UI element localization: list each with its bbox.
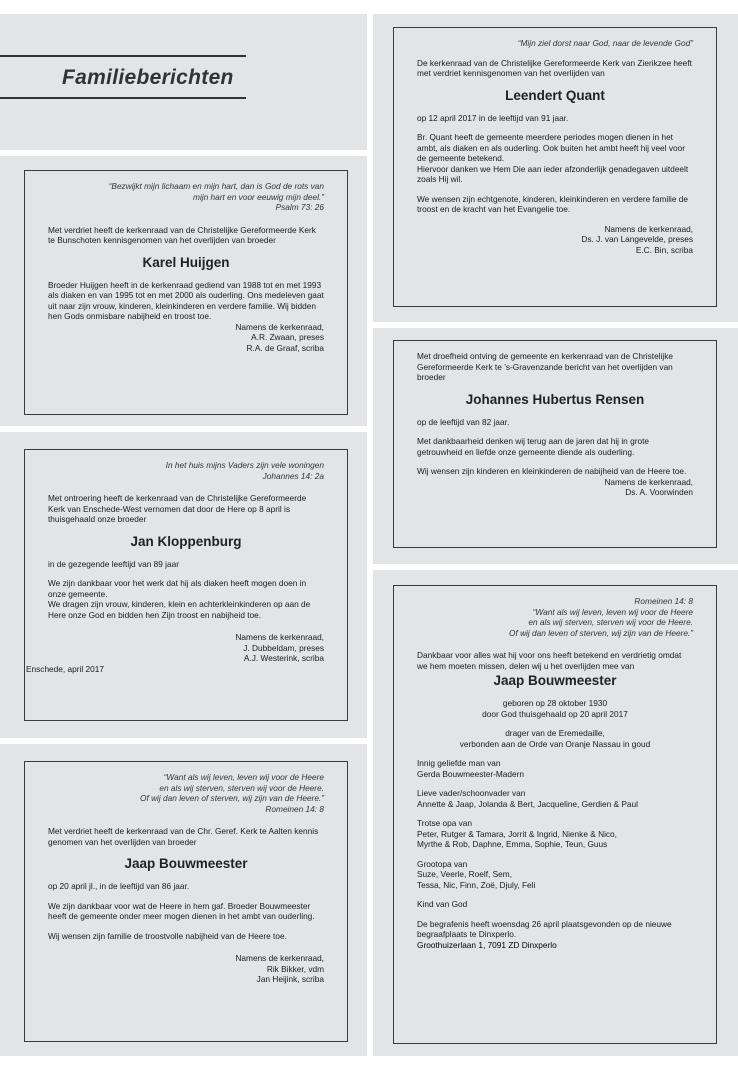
honors: drager van de Eremedaille, verbonden aan de Orde van Oranje Nassau in goud [459,728,651,749]
funeral-info: De begrafenis heeft woensdag 26 april plaatsgevonden op de nieuwe begraafplaats te Dinxperlo. [417,918,672,939]
notice-intro: Met ontroering heeft de kerkenraad van de Christelijke Gereformeerde Kerk van Enschede-West vernomen dat door de Here op 8 april is thuisgehaald onze broeder [48,493,307,524]
notice-body-2: We dragen zijn vrouw, kinderen, klein en achterkleinkinderen op aan de Here onze God en bidden hen Zijn troost en nabijheid toe. [48,599,311,620]
notice-quote: “Mijn ziel dorst naar God, naar de levende God” [517,38,693,48]
notice-signature: Namens de kerkenraad, Ds. A. Voorwinden [604,476,693,497]
notice-signature: Namens de kerkenraad, A.R. Zwaan, preses R.A. de Graaf, scriba [235,321,324,353]
notice-jaap-bouwmeester-family [393,585,717,1044]
family-spouse: Innig geliefde man van Gerda Bouwmeester-Madern [417,758,524,779]
notice-jan-kloppenburg [24,449,348,721]
notice-quote: Romeinen 14: 8 “Want als wij leven, leven wij voor de Heere en als wij sterven, sterven wij voor de Heere. Of wij dan leven of sterven, wij zijn van de Heere.” [509,596,693,638]
notice-intro: Dankbaar voor alles wat hij voor ons heeft betekend en verdrietig omdat we hem moeten missen, delen wij u het overlijden mee van [417,650,682,671]
deceased-name: Leendert Quant [505,87,605,103]
deceased-name: Jan Kloppenburg [130,533,242,549]
family-child-of-god: Kind van God [417,899,468,909]
family-great-grandchildren: Grootopa van Suze, Veerle, Roelf, Sem, Tessa, Nic, Finn, Zoë, Djuly, Feli [417,858,536,890]
notice-place-date: Enschede, april 2017 [26,663,104,674]
notice-signature: Namens de kerkenraad, Rik Bikker, vdm Jan Heijink, scriba [235,953,324,984]
title-rule-bottom [0,97,246,99]
title-rule-top [0,55,246,57]
family-children: Lieve vader/schoonvader van Annette & Jaap, Jolanda & Bert, Jacqueline, Gerdien & Paul [417,788,638,809]
birth-death-dates: geboren op 28 oktober 1930 door God thuisgehaald op 20 april 2017 [482,698,628,719]
notice-age: op de leeftijd van 82 jaar. [417,416,510,427]
notice-karel-huijgen [24,170,348,415]
notice-leendert-quant [393,27,717,307]
notice-age: in de gezegende leeftijd van 89 jaar [48,558,180,569]
notice-jaap-bouwmeester-aalten [24,761,348,1042]
notice-age: op 20 april jl., in de leeftijd van 86 jaar. [48,881,190,891]
family-grandchildren: Trotse opa van Peter, Rutger & Tamara, Jorrit & Ingrid, Nienke & Nico, Myrthe & Rob, Daphne, Emma, Sophie, Teun, Guus [417,818,617,849]
deceased-name: Johannes Hubertus Rensen [465,391,645,407]
notice-intro: De kerkenraad van de Christelijke Gereformeerde Kerk van Zierikzee heeft met verdriet kennisgenomen van het overlijden van [417,57,692,78]
notice-signature: Namens de kerkenraad, J. Dubbeldam, preses A.J. Westerink, scriba [235,632,324,663]
notice-body-3: We wensen zijn echtgenote, kinderen, kleinkinderen en verdere familie de troost en de kracht van het Evangelie toe. [417,193,689,214]
notice-body: Broeder Huijgen heeft in de kerkenraad gediend van 1988 tot en met 1993 als diaken en van 1995 tot en met 2000 als ouderling. Ons medeleven gaat uit naar zijn vrouw, kinderen, kleinkinderen en verdere familie. Wij bidden hen Gods onmisbare nabijheid en troost toe. [48,279,324,321]
notice-quote: “Want als wij leven, leven wij voor de Heere en als wij sterven, sterven wij voor de Heere. Of wij dan leven of sterven, wij zijn van de Heere.” Romeinen 14: 8 [140,772,324,814]
notice-body-2: Wij wensen zijn familie de troostvolle nabijheid van de Heere toe. [48,930,287,941]
notice-body-2: Wij wensen zijn kinderen en kleinkinderen de nabijheid van de Heere toe. [417,466,687,476]
address: Groothuizerlaan 1, 7091 ZD Dinxperlo [417,939,557,950]
notice-age: op 12 april 2017 in de leeftijd van 91 jaar. [417,112,569,123]
notice-body: We zijn dankbaar voor het werk dat hij als diaken heeft mogen doen in onze gemeente. [48,578,307,599]
notice-intro: Met verdriet heeft de kerkenraad van de Chr. Geref. Kerk te Aalten kennis genomen van het overlijden van broeder [48,826,319,847]
notice-body: Met dankbaarheid denken wij terug aan de jaren dat hij in grote getrouwheid en liefde onze gemeente diende als ouderling. [417,436,650,457]
notice-intro: Met verdriet heeft de kerkenraad van de Christelijke Gereformeerde Kerk te Bunschoten kennisgenomen van het overlijden van broeder [48,224,316,245]
deceased-name: Karel Huijgen [142,254,230,270]
deceased-name: Jaap Bouwmeester [493,673,617,688]
notice-quote: In het huis mijns Vaders zijn vele woningen Johannes 14: 2a [165,460,324,481]
notice-intro: Met droefheid ontving de gemeente en kerkenraad van de Christelijke Gereformeerde Kerk te ’s-Gravenzande bericht van het overlijden van broeder [417,351,673,382]
notice-johannes-rensen [393,340,717,548]
deceased-name: Jaap Bouwmeester [124,856,248,871]
page-title: Familieberichten [62,66,234,89]
notice-body: Br. Quant heeft de gemeente meerdere periodes mogen dienen in het ambt, als diaken en als ouderling. Ook buiten het ambt heeft hij veel voor de gemeente betekend. [417,132,685,163]
notice-signature: Namens de kerkenraad, Ds. J. van Langevelde, preses E.C. Bin, scriba [581,223,693,255]
notice-body-2: Hiervoor danken we Hem Die aan ieder afzonderlijk genadegaven uitdeelt zoals Hij wil. [417,163,689,184]
notice-body: We zijn dankbaar voor wat de Heere in hem gaf. Broeder Bouwmeester heeft de gemeente onder meer mogen dienen in het ambt van ouderling. [48,900,315,921]
notice-quote: “Bezwijkt mijn lichaam en mijn hart, dan is God de rots van mijn hart en voor eeuwig mijn deel.” Psalm 73: 26 [108,181,324,212]
